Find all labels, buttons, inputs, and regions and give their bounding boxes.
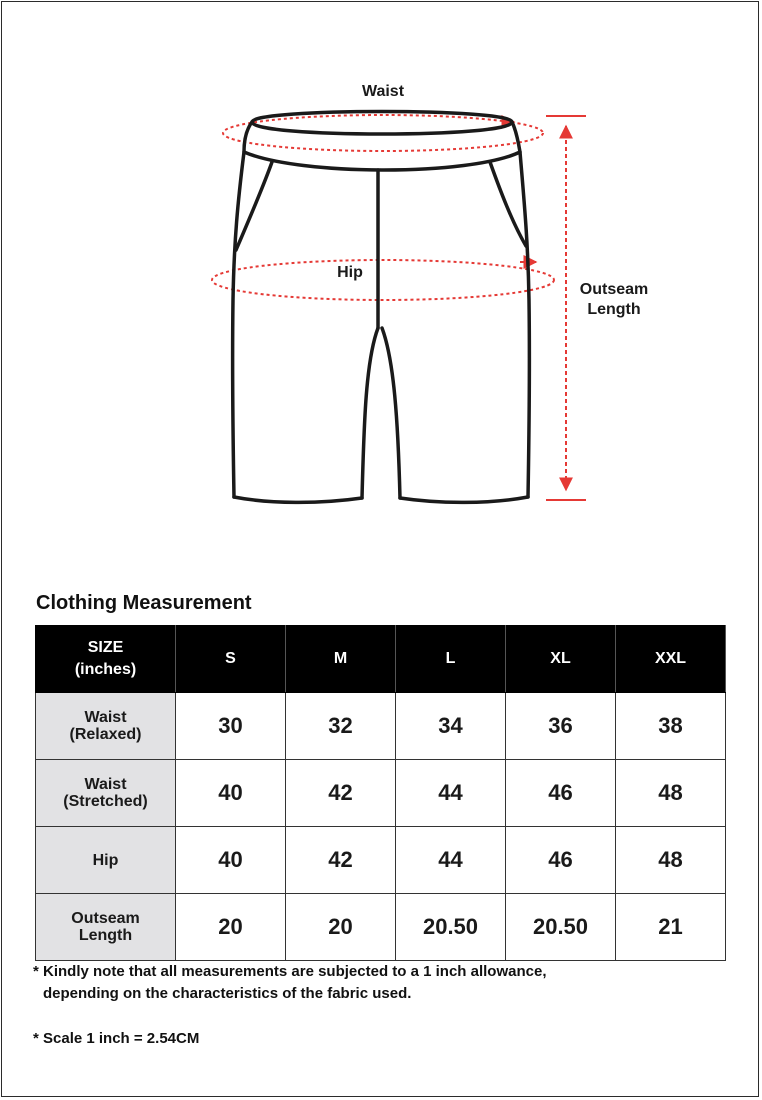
- shorts-outline: [233, 112, 530, 503]
- table-cell: 36: [506, 693, 616, 760]
- table-row: [36, 760, 726, 827]
- table-cell: 44: [396, 827, 506, 894]
- size-header: [36, 626, 176, 693]
- table-cell: 42: [286, 827, 396, 894]
- size-header-line1: SIZE: [87, 639, 124, 656]
- size-col-m: M: [286, 626, 396, 693]
- outseam-label-line2: Length: [587, 301, 641, 318]
- table-cell: 32: [286, 693, 396, 760]
- table-cell: 42: [286, 760, 396, 827]
- row-label-line1: Outseam: [71, 910, 140, 927]
- row-label-line2: (Relaxed): [69, 726, 142, 743]
- hip-label: Hip: [337, 264, 363, 281]
- waist-label: Waist: [361, 83, 405, 100]
- table-row: [36, 894, 726, 961]
- row-label-line1: Waist: [84, 709, 127, 726]
- table-row: [36, 693, 726, 760]
- table-cell: 30: [176, 693, 286, 760]
- table-cell: 20.50: [396, 894, 506, 961]
- outseam-label-line1: Outseam: [579, 281, 649, 298]
- table-cell: 48: [616, 827, 726, 894]
- table-cell: 48: [616, 760, 726, 827]
- row-label-waist-stretched: [36, 760, 176, 827]
- table-cell: 44: [396, 760, 506, 827]
- table-cell: 20: [176, 894, 286, 961]
- table-cell: 20.50: [506, 894, 616, 961]
- allowance-note-line2: depending on the characteristics of the fabric used.: [43, 985, 412, 1002]
- row-label-line1: Waist: [84, 776, 127, 793]
- table-cell: 21: [616, 894, 726, 961]
- row-label-line1: Hip: [92, 851, 119, 869]
- scale-note: * Scale 1 inch = 2.54CM: [33, 1030, 200, 1047]
- size-col-xxl: XXL: [616, 626, 726, 693]
- table-cell: 40: [176, 827, 286, 894]
- allowance-note-line1: * Kindly note that all measurements are subjected to a 1 inch allowance,: [33, 963, 547, 980]
- row-label-line2: (Stretched): [63, 793, 148, 810]
- section-title: Clothing Measurement: [36, 592, 252, 614]
- table-cell: 38: [616, 693, 726, 760]
- size-header-line2: (inches): [74, 661, 137, 678]
- table-cell: 40: [176, 760, 286, 827]
- table-cell: 34: [396, 693, 506, 760]
- table-cell: 46: [506, 827, 616, 894]
- row-label-line2: Length: [78, 927, 133, 944]
- size-col-l: L: [396, 626, 506, 693]
- table-header-row: [36, 626, 726, 693]
- table-cell: 20: [286, 894, 396, 961]
- row-label-hip: [36, 827, 176, 894]
- table-row: [36, 827, 726, 894]
- size-table: [35, 625, 726, 961]
- size-col-xl: XL: [506, 626, 616, 693]
- allowance-note: [33, 961, 547, 1005]
- table-cell: 46: [506, 760, 616, 827]
- size-col-s: S: [176, 626, 286, 693]
- row-label-waist-relaxed: [36, 693, 176, 760]
- row-label-outseam-length: [36, 894, 176, 961]
- hip-measure-ellipse: [212, 260, 554, 300]
